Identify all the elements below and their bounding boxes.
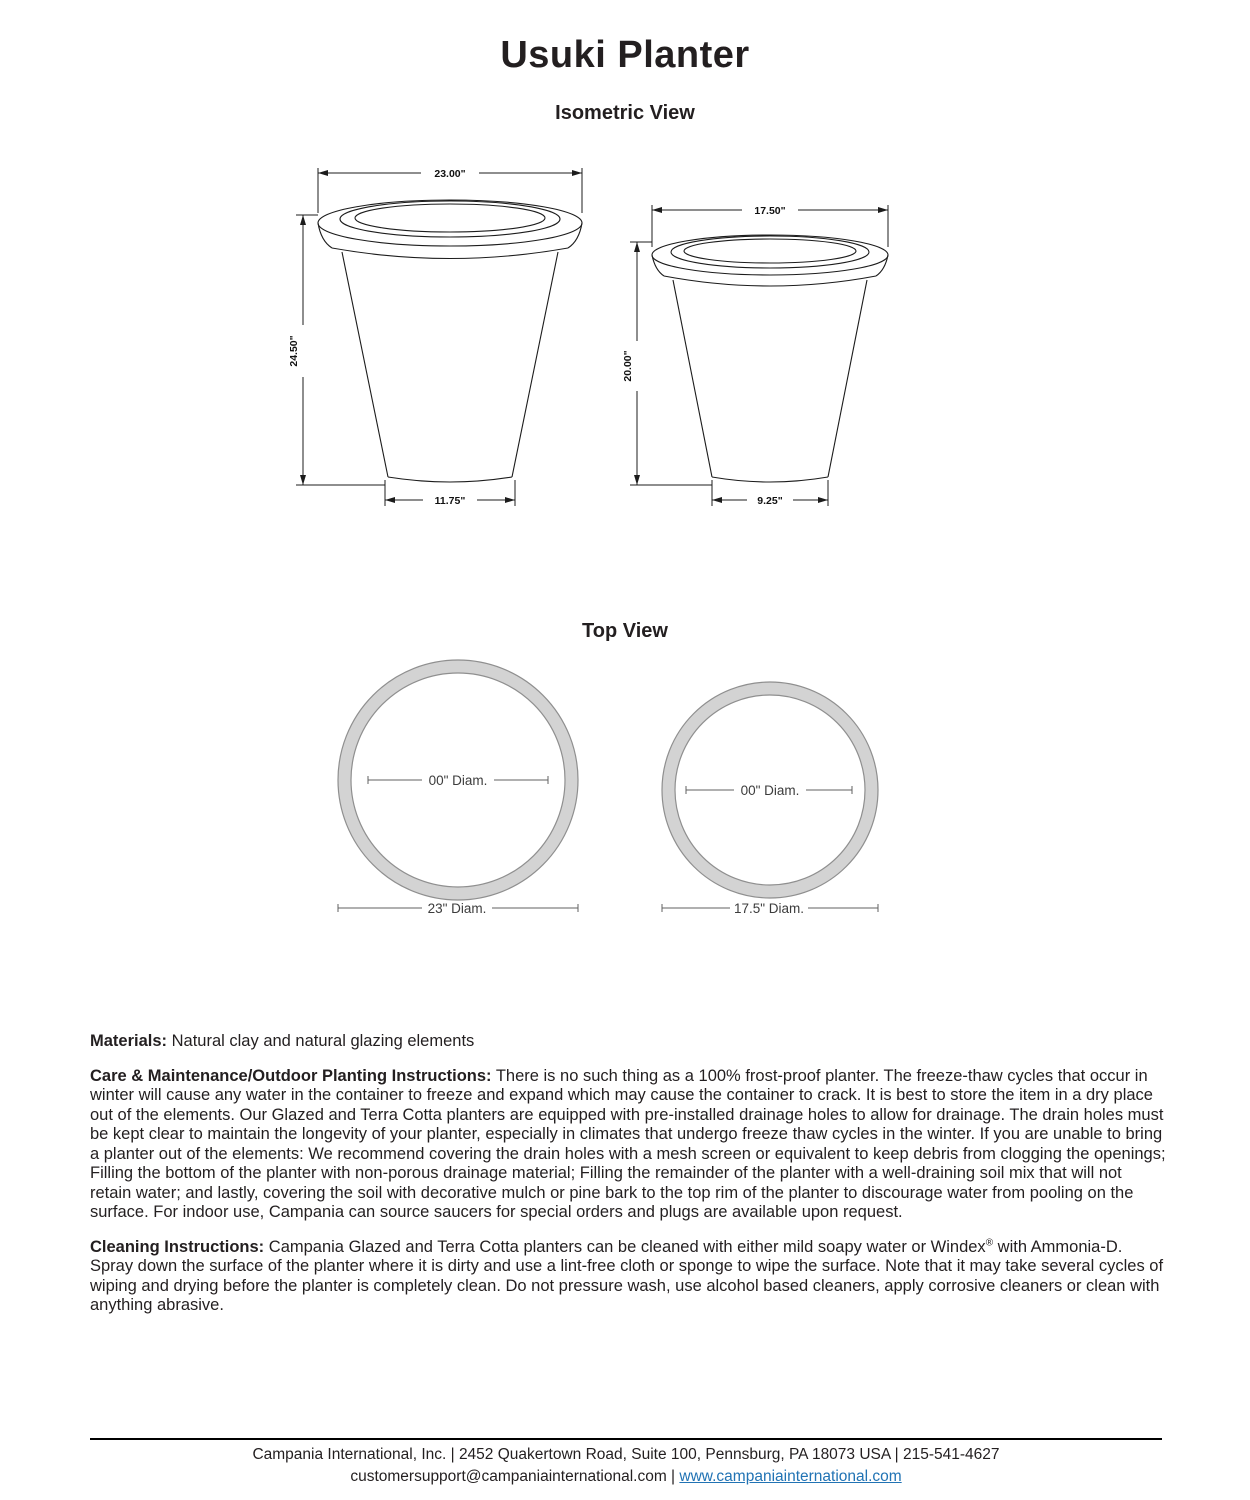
- cleaning-text-1: Campania Glazed and Terra Cotta planters can be cleaned with either mild soapy water or Windex: [264, 1237, 986, 1256]
- footer-contact-line: [90, 1466, 1162, 1488]
- dim-label-bottom-width-large: 11.75": [434, 495, 466, 507]
- footer-website-link[interactable]: www.campaniainternational.com: [679, 1467, 902, 1485]
- dim-label-top-width-large: 23.00": [434, 168, 466, 180]
- page-footer: [90, 1438, 1162, 1487]
- isometric-view-heading: Isometric View: [555, 102, 695, 124]
- page-title: Usuki Planter: [500, 34, 750, 76]
- dim-label-height-small: 20.00": [622, 350, 634, 382]
- dimension-bottom-width-large: [385, 480, 515, 507]
- footer-company-line: Campania International, Inc. | 2452 Quakertown Road, Suite 100, Pennsburg, PA 18073 USA | 215-541-4627: [252, 1446, 1000, 1463]
- top-view-small: [662, 682, 878, 916]
- top-view-heading: Top View: [582, 620, 668, 642]
- dimension-height-large: [288, 215, 385, 485]
- care-maintenance-label: Care & Maintenance/Outdoor Planting Instructions:: [90, 1066, 492, 1085]
- label-inner-diam-small: 00" Diam.: [740, 783, 800, 798]
- planter-large-shape: [318, 200, 582, 482]
- registered-trademark-symbol: ®: [985, 1237, 994, 1248]
- cleaning-text-2: with Ammonia-D. Spray down the surface of the planter where it is dirty and use a lint-free cloth or sponge to wipe the surface. Note that it may take several cycles of wiping and drying before the planter is completely clean. Do not pressure wash, use alcohol based cleaners, apply corrosive cleaners or clean with anything abrasive.: [90, 1237, 1164, 1314]
- planter-large-drawing: [288, 168, 582, 507]
- materials-label: Materials:: [90, 1032, 168, 1050]
- footer-separator: |: [666, 1467, 680, 1485]
- isometric-drawing: [285, 155, 905, 525]
- label-outer-diam-large: 23" Diam.: [427, 901, 487, 916]
- planter-small-shape: [652, 235, 888, 482]
- materials-paragraph: [90, 1032, 1166, 1052]
- dim-label-height-large: 24.50": [288, 335, 300, 367]
- dimension-outer-diam-large: [338, 901, 578, 916]
- dimension-outer-diam-small: [662, 901, 878, 916]
- cleaning-label: Cleaning Instructions:: [90, 1237, 265, 1256]
- dim-label-top-width-small: 17.50": [754, 205, 786, 217]
- materials-text: Natural clay and natural glazing elements: [167, 1032, 475, 1050]
- instructions-text-area: [90, 1032, 1166, 1331]
- label-inner-diam-large: 00" Diam.: [428, 773, 488, 788]
- top-view-drawing: [330, 650, 890, 925]
- dim-label-bottom-width-small: 9.25": [757, 495, 783, 507]
- dimension-bottom-width-small: [712, 480, 828, 507]
- care-maintenance-text: There is no such thing as a 100% frost-proof planter. The freeze-thaw cycles that occur in winter will cause any water in the container to freeze and expand which may cause the container to crack. It is best to store the item in a dry place out of the elements. Our Glazed and Terra Cotta planters are equipped with pre-installed drainage holes to allow for drainage. The drain holes must be kept clear to maintain the longevity of your planter, especially in climates that undergo freeze thaw cycles in the winter. If you are unable to bring a planter out of the elements: We recommend covering the drain holes with a mesh screen or equivalent to keep debris from clogging the openings; Filling the bottom of the planter with non-porous drainage material; Filling the remainder of the planter with a well-draining soil mix that will not retain water; and lastly, covering the soil with decorative mulch or pine bark to the top rim of the planter to discourage water from pooling on the surface. For indoor use, Campania can source saucers for special orders and plugs are available upon request.: [90, 1066, 1166, 1221]
- top-view-large: [338, 660, 578, 916]
- label-outer-diam-small: 17.5" Diam.: [733, 901, 805, 916]
- footer-email: customersupport@campaniainternational.com: [350, 1467, 667, 1485]
- planter-small-drawing: [622, 205, 888, 507]
- cleaning-paragraph: [90, 1238, 1166, 1316]
- care-maintenance-paragraph: [90, 1067, 1166, 1223]
- dimension-height-small: [622, 242, 712, 485]
